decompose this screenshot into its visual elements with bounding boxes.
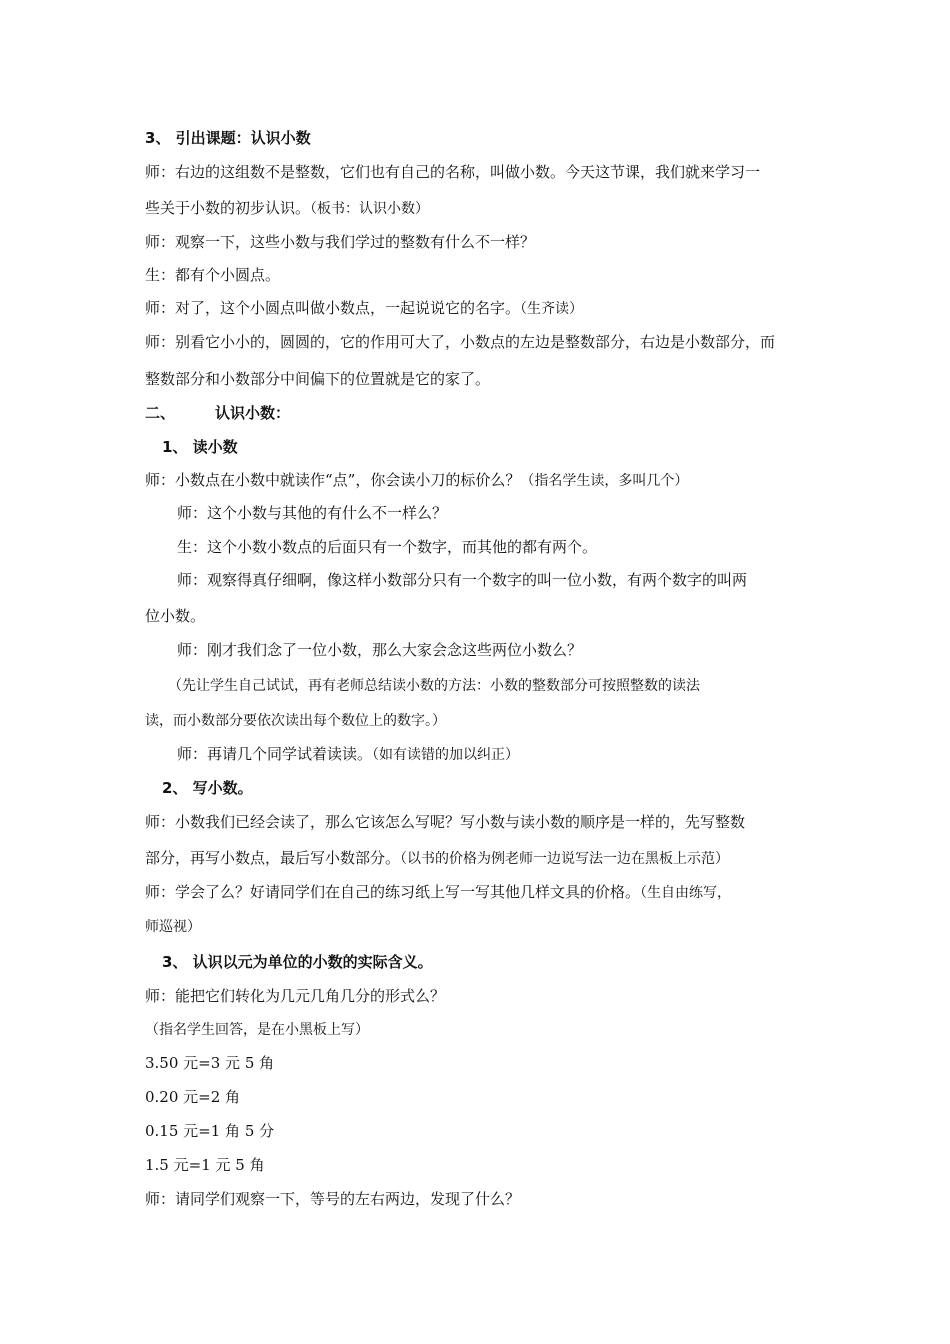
subsection-heading-3: 3、 认识以元为单位的小数的实际含义。 bbox=[162, 953, 433, 971]
paragraph-line bbox=[145, 470, 688, 490]
section-number: 二、 bbox=[145, 404, 176, 422]
paragraph-line bbox=[145, 298, 583, 318]
paragraph-text: 师：小数点在小数中就读作“点”，你会读小刀的标价么？ bbox=[145, 471, 521, 489]
paragraph-line bbox=[145, 848, 729, 868]
paragraph-line: 生：都有个小圆点。 bbox=[145, 266, 281, 284]
paragraph-line: 师：观察一下，这些小数与我们学过的整数有什么不一样？ bbox=[145, 233, 536, 251]
subsection-heading-2: 2、 写小数。 bbox=[162, 779, 253, 797]
paragraph-note: （指名学生读，多叫几个） bbox=[520, 473, 689, 489]
paragraph-note: （如有读错的加以纠正） bbox=[372, 747, 520, 763]
paragraph-text: 师：再请几个同学试着读读。 bbox=[177, 745, 373, 763]
paragraph-line: 师：能把它们转化为几元几角几分的形式么？ bbox=[145, 987, 446, 1005]
subsection-heading-1: 1、 读小数 bbox=[162, 438, 238, 456]
paragraph-text: 师：学会了么？好请同学们在自己的练习纸上写一写其他几样文具的价格。 bbox=[145, 883, 641, 901]
paragraph-note-line: 师巡视） bbox=[145, 919, 201, 935]
paragraph-line: 师：观察得真仔细啊，像这样小数部分只有一个数字的叫一位小数，有两个数字的叫两 bbox=[177, 571, 748, 589]
equation-line: 0.20 元=2 角 bbox=[145, 1088, 241, 1106]
paragraph-text: 部分，再写小数点，最后写小数部分。 bbox=[145, 849, 401, 867]
equation-line: 0.15 元=1 角 5 分 bbox=[145, 1122, 275, 1140]
section-heading-2 bbox=[145, 403, 290, 423]
paragraph-line: 位小数。 bbox=[145, 607, 206, 625]
equation-line: 3.50 元=3 元 5 角 bbox=[145, 1054, 275, 1072]
section-title: 认识小数： bbox=[215, 404, 291, 422]
paragraph-note: （生自由练写， bbox=[640, 885, 732, 901]
paragraph-note-line: （指名学生回答，是在小黑板上写） bbox=[145, 1022, 369, 1038]
paragraph-line: 师：右边的这组数不是整数，它们也有自己的名称，叫做小数。今天这节课，我们就来学习一 bbox=[145, 163, 761, 181]
paragraph-note: （板书：认识小数） bbox=[310, 201, 430, 217]
paragraph-line: 师：小数我们已经会读了，那么它该怎么写呢？写小数与读小数的顺序是一样的，先写整数 bbox=[145, 813, 746, 831]
paragraph-line bbox=[177, 744, 519, 764]
paragraph-line: 整数部分和小数部分中间偏下的位置就是它的家了。 bbox=[145, 370, 491, 388]
paragraph-text: 些关于小数的初步认识。 bbox=[145, 199, 311, 217]
paragraph-line: 师：这个小数与其他的有什么不一样么？ bbox=[177, 504, 448, 522]
paragraph-line bbox=[145, 882, 731, 902]
paragraph-note: （生齐读） bbox=[520, 301, 584, 317]
section-heading-3: 3、 引出课题：认识小数 bbox=[145, 129, 311, 147]
paragraph-line: 师：别看它小小的，圆圆的，它的作用可大了，小数点的左边是整数部分，右边是小数部分，而 bbox=[145, 333, 776, 351]
paragraph-line bbox=[145, 198, 429, 218]
paragraph-line: 师：请同学们观察一下，等号的左右两边，发现了什么？ bbox=[145, 1190, 521, 1208]
paragraph-line: 生：这个小数小数点的后面只有一个数字，而其他的都有两个。 bbox=[177, 538, 598, 556]
paragraph-line: 师：刚才我们念了一位小数，那么大家会念这些两位小数么？ bbox=[177, 641, 583, 659]
paragraph-text: 师：对了，这个小圆点叫做小数点，一起说说它的名字。 bbox=[145, 299, 521, 317]
paragraph-note-line: 读，而小数部分要依次读出每个数位上的数字。） bbox=[145, 713, 446, 729]
paragraph-note-line: （先让学生自己试试，再有老师总结读小数的方法：小数的整数部分可按照整数的读法 bbox=[168, 678, 700, 694]
equation-line: 1.5 元=1 元 5 角 bbox=[145, 1156, 265, 1174]
paragraph-note: （以书的价格为例老师一边说写法一边在黑板上示范） bbox=[400, 851, 730, 867]
